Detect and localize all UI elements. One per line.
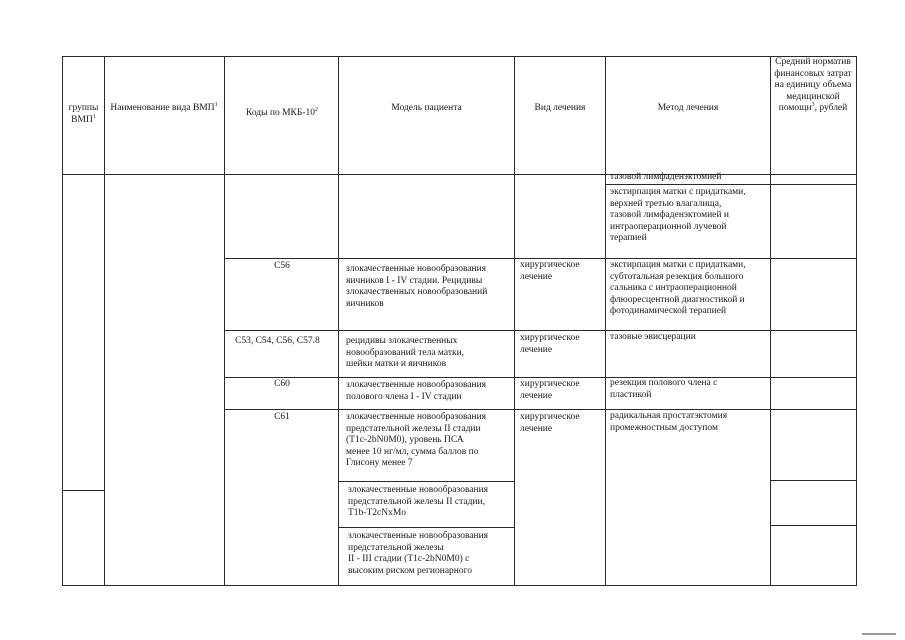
- codes-cell: C56: [274, 261, 290, 271]
- header-vmp-name: Наименование вида ВМП$^1$: [110, 101, 218, 113]
- column-divider: [104, 56, 105, 586]
- method-cell: тазовые эвисцерации: [610, 332, 696, 342]
- model-cell: злокачественные новообразования яичников I - IV стадии. Рецидивы злокачественных новообразований яичников: [346, 264, 488, 309]
- method-cell: тазовой лимфаденэктомией: [610, 172, 722, 182]
- column-divider: [770, 56, 771, 586]
- codes-cell: C61: [274, 412, 290, 422]
- method-cell: экстирпация матки с придатками, субтотальная резекция большого сальника с интраоперационной флюоресцентной диагностикой и фотодинамической терапией: [610, 260, 746, 316]
- row-divider: [224, 409, 856, 410]
- treatment-cell: хирургическое лечение: [520, 333, 580, 355]
- treatment-cell: хирургическое лечение: [520, 379, 580, 401]
- column-divider: [224, 56, 225, 586]
- codes-cell: C60: [274, 379, 290, 389]
- codes-cell: C53, C54, C56, C57.8: [235, 336, 320, 346]
- row-divider: [338, 481, 514, 482]
- header-treatment-method: Метод лечения: [657, 103, 719, 113]
- scan-mark: [862, 633, 896, 635]
- header-patient-model: Модель пациента: [391, 103, 462, 113]
- row-divider: [605, 184, 856, 185]
- method-cell: экстирпация матки с придатками, верхней третью влагалища, тазовой лимфаденэктомией и интраоперационной лучевой терапией: [610, 187, 746, 243]
- treatment-cell: хирургическое лечение: [520, 412, 580, 434]
- header-treatment-type: Вид лечения: [534, 103, 586, 113]
- table-top-border: [62, 56, 856, 57]
- row-divider: [62, 490, 104, 491]
- table-right-border: [856, 56, 857, 586]
- model-cell: злокачественные новообразования предстательной железы II - III стадии (T1c-2bN0M0) с высоким риском регионарного: [348, 531, 489, 576]
- table-bottom-border: [62, 585, 856, 586]
- table-left-border: [62, 56, 63, 586]
- model-cell: злокачественные новообразования полового члена I - IV стадии: [346, 380, 487, 402]
- method-cell: резекция полового члена с пластикой: [610, 378, 718, 400]
- row-divider: [770, 525, 856, 526]
- row-divider: [224, 258, 856, 259]
- row-divider: [338, 527, 514, 528]
- model-cell: злокачественные новообразования предстательной железы II стадии (T1c-2bN0M0), уровень ПСА менее 10 нг/мл, сумма баллов по Глисону менее 7: [346, 412, 487, 468]
- method-cell: радикальная простатэктомия промежностным доступом: [610, 411, 728, 433]
- treatment-cell: хирургическое лечение: [520, 260, 580, 282]
- header-mkb-codes: Коды по МКБ-$10^2$: [245, 106, 319, 118]
- header-norm-cost: Средний норматив финансовых затрат на единицу объема медицинской помощи$^3$, рублей: [774, 57, 852, 113]
- row-divider: [770, 480, 856, 481]
- column-divider: [514, 56, 515, 586]
- row-divider: [224, 330, 856, 331]
- header-group: группы ВМП$^1$: [68, 103, 99, 125]
- model-cell: злокачественные новообразования предстательной железы II стадии, T1b-T2cNxMo: [348, 485, 489, 518]
- column-divider: [338, 56, 339, 586]
- model-cell: рецидивы злокачественных новообразований тела матки, шейки матки и яичников: [346, 336, 465, 369]
- column-divider: [605, 56, 606, 586]
